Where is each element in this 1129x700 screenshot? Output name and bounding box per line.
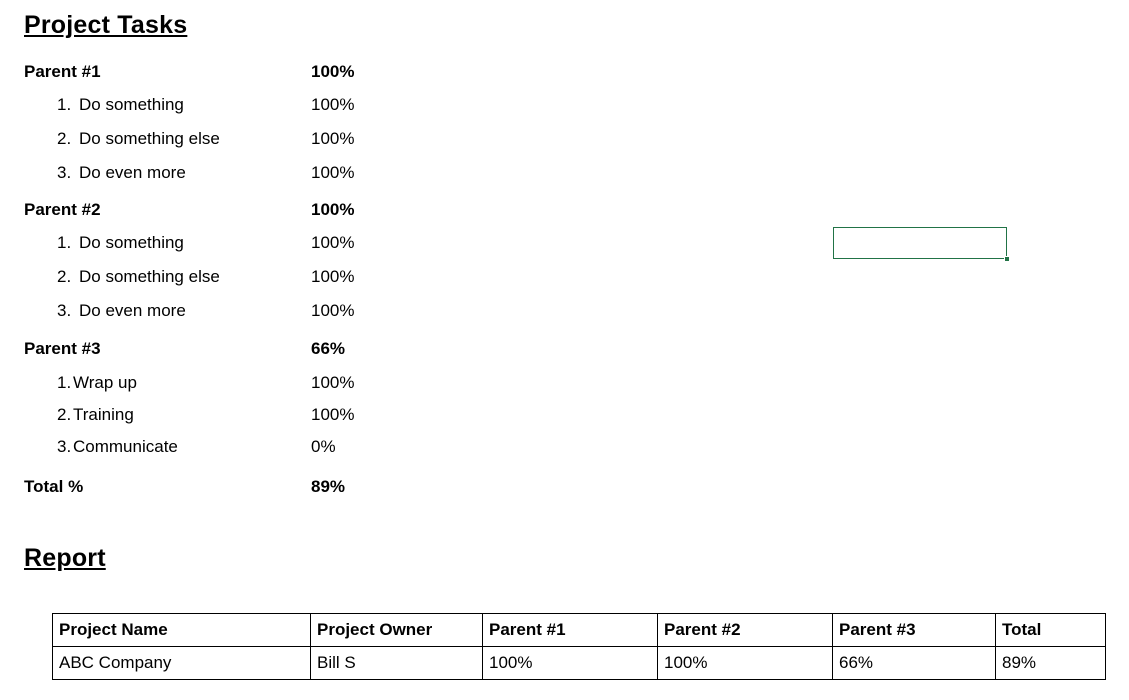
fill-handle[interactable] <box>1004 256 1010 262</box>
task-text: Do something <box>79 95 184 114</box>
task-row[interactable] <box>0 339 1129 365</box>
task-label <box>57 405 134 425</box>
task-row[interactable] <box>0 477 1129 503</box>
task-label <box>57 233 184 253</box>
table-header-cell[interactable]: Parent #3 <box>833 614 996 647</box>
task-number: 1. <box>57 95 72 114</box>
task-label: Total % <box>24 477 84 496</box>
task-number: 2. <box>57 405 72 424</box>
task-percent: 100% <box>311 200 355 219</box>
selected-cell[interactable] <box>833 227 1007 259</box>
task-percent: 100% <box>311 129 355 148</box>
page-title-report: Report <box>24 544 106 572</box>
task-row[interactable] <box>0 163 1129 189</box>
task-label <box>57 95 184 115</box>
task-label <box>57 267 220 287</box>
task-label <box>57 437 178 457</box>
task-percent: 100% <box>311 267 355 286</box>
task-percent: 100% <box>311 405 355 424</box>
task-percent: 100% <box>311 373 355 392</box>
task-text: Training <box>73 405 134 424</box>
task-label: Parent #2 <box>24 200 101 219</box>
table-header-cell[interactable]: Parent #1 <box>483 614 658 647</box>
task-number: 3. <box>57 163 72 182</box>
table-cell[interactable]: 66% <box>833 647 996 680</box>
table-row <box>53 647 1106 680</box>
task-row[interactable] <box>0 267 1129 293</box>
task-number: 1. <box>57 373 72 392</box>
table-header-cell[interactable]: Project Owner <box>311 614 483 647</box>
task-row[interactable] <box>0 95 1129 121</box>
task-label: Parent #3 <box>24 339 101 358</box>
task-percent: 66% <box>311 339 346 358</box>
task-row[interactable] <box>0 373 1129 399</box>
table-cell[interactable]: 100% <box>483 647 658 680</box>
task-text: Communicate <box>73 437 178 456</box>
task-label <box>57 373 137 393</box>
table-header-row <box>53 614 1106 647</box>
task-label <box>57 129 220 149</box>
task-row[interactable] <box>0 405 1129 431</box>
task-percent: 100% <box>311 233 355 252</box>
page-title-project-tasks: Project Tasks <box>24 11 188 39</box>
task-text: Do even more <box>79 301 186 320</box>
task-text: Do even more <box>79 163 186 182</box>
table-cell[interactable]: 100% <box>658 647 833 680</box>
task-label: Parent #1 <box>24 62 101 81</box>
table-header-cell[interactable]: Total <box>996 614 1106 647</box>
task-percent: 100% <box>311 163 355 182</box>
task-label <box>57 163 186 183</box>
task-row[interactable] <box>0 437 1129 463</box>
task-text: Wrap up <box>73 373 137 392</box>
task-text: Do something else <box>79 267 220 286</box>
task-percent: 89% <box>311 477 346 496</box>
task-number: 3. <box>57 301 72 320</box>
table-header-cell[interactable]: Project Name <box>53 614 311 647</box>
task-percent: 100% <box>311 95 355 114</box>
report-table <box>52 613 1106 680</box>
task-row[interactable] <box>0 301 1129 327</box>
task-number: 2. <box>57 267 72 286</box>
task-number: 3. <box>57 437 72 456</box>
task-text: Do something else <box>79 129 220 148</box>
task-number: 2. <box>57 129 72 148</box>
table-cell[interactable]: Bill S <box>311 647 483 680</box>
task-percent: 0% <box>311 437 336 456</box>
table-cell[interactable]: 89% <box>996 647 1106 680</box>
task-percent: 100% <box>311 301 355 320</box>
task-row[interactable] <box>0 62 1129 88</box>
task-percent: 100% <box>311 62 355 81</box>
task-label <box>57 301 186 321</box>
task-text: Do something <box>79 233 184 252</box>
task-row[interactable] <box>0 129 1129 155</box>
table-cell[interactable]: ABC Company <box>53 647 311 680</box>
task-row[interactable] <box>0 200 1129 226</box>
task-number: 1. <box>57 233 72 252</box>
table-header-cell[interactable]: Parent #2 <box>658 614 833 647</box>
